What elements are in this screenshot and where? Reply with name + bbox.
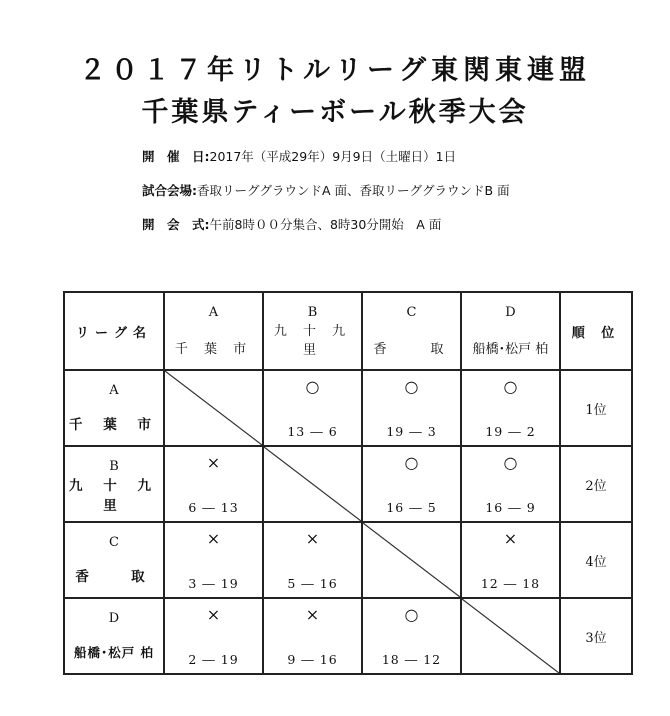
ceremony-value: 午前8時００分集合、8時30分開始 A 面 xyxy=(209,217,442,232)
result-cell xyxy=(461,522,560,598)
loss-mark: × xyxy=(503,529,518,548)
score: 13 ― 6 xyxy=(287,424,338,439)
loss-mark: × xyxy=(206,605,221,624)
rank-value: 2位 xyxy=(585,478,607,494)
row-letter: D xyxy=(108,611,120,626)
col-letter: C xyxy=(406,305,417,320)
score: 18 ― 12 xyxy=(381,652,442,667)
score: 12 ― 18 xyxy=(480,576,541,591)
score: 19 ― 2 xyxy=(485,424,536,439)
rank-header: 順 位 xyxy=(571,325,621,341)
date-value: 2017年（平成29年）9月9日（土曜日）1日 xyxy=(209,149,457,164)
rank-value: 1位 xyxy=(585,402,607,418)
info-date xyxy=(142,147,456,165)
row-team-name: 船橋･松戸 柏 xyxy=(73,645,155,660)
self-match-cell xyxy=(362,522,461,598)
team-row xyxy=(64,370,632,446)
rank-cell xyxy=(560,446,632,522)
diagonal-line xyxy=(264,447,361,521)
loss-mark: × xyxy=(206,453,221,472)
self-match-cell xyxy=(263,446,362,522)
league-header: リーグ名 xyxy=(75,325,152,341)
result-cell xyxy=(461,446,560,522)
col-team-name: 九 十 九 里 xyxy=(273,324,352,358)
result-cell xyxy=(164,598,263,674)
col-header-c xyxy=(362,292,461,370)
result-cell xyxy=(362,370,461,446)
league-header-cell xyxy=(64,292,164,370)
row-letter: B xyxy=(109,459,119,474)
row-letter: A xyxy=(109,383,119,398)
info-ceremony xyxy=(142,215,441,233)
rank-cell xyxy=(560,598,632,674)
row-team-name: 香 取 xyxy=(75,569,153,585)
win-mark: ○ xyxy=(503,377,518,396)
venue-value: 香取リーググラウンドA 面、香取リーググラウンドB 面 xyxy=(197,183,510,198)
row-team-name: 千 葉 市 xyxy=(69,417,159,433)
venue-label: 試合会場: xyxy=(142,183,197,198)
info-venue xyxy=(142,181,510,199)
team-row xyxy=(64,598,632,674)
loss-mark: × xyxy=(305,529,320,548)
team-row xyxy=(64,522,632,598)
win-mark: ○ xyxy=(404,377,419,396)
row-header xyxy=(64,370,164,446)
score: 16 ― 5 xyxy=(386,500,437,515)
diagonal-line xyxy=(462,599,559,673)
rank-cell xyxy=(560,522,632,598)
win-mark: ○ xyxy=(503,453,518,472)
score: 19 ― 3 xyxy=(386,424,437,439)
result-cell xyxy=(263,598,362,674)
col-header-d xyxy=(461,292,560,370)
score: 9 ― 16 xyxy=(287,652,338,667)
self-match-cell xyxy=(461,598,560,674)
result-cell xyxy=(164,522,263,598)
col-letter: B xyxy=(307,305,318,320)
date-label: 開 催 日: xyxy=(142,149,210,164)
row-header xyxy=(64,522,164,598)
header-row xyxy=(64,292,632,370)
rank-value: 4位 xyxy=(585,554,607,570)
rank-header-cell xyxy=(560,292,632,370)
col-team-name: 船橋･松戸 柏 xyxy=(472,342,549,357)
loss-mark: × xyxy=(305,605,320,624)
result-cell xyxy=(362,446,461,522)
row-header xyxy=(64,598,164,674)
rank-cell xyxy=(560,370,632,446)
row-letter: C xyxy=(109,535,119,550)
league-table xyxy=(63,291,633,675)
loss-mark: × xyxy=(206,529,221,548)
col-letter: D xyxy=(505,305,516,320)
ceremony-label: 開 会 式: xyxy=(142,217,210,232)
rank-value: 3位 xyxy=(585,630,607,646)
win-mark: ○ xyxy=(305,377,320,396)
score: 3 ― 19 xyxy=(188,576,239,591)
score: 6 ― 13 xyxy=(188,500,239,515)
score: 5 ― 16 xyxy=(287,576,338,591)
row-team-name: 九 十 九 里 xyxy=(69,478,159,514)
title-line-1: ２０１７年リトルリーグ東関東連盟 xyxy=(79,55,591,86)
diagonal-line xyxy=(363,523,460,597)
result-cell xyxy=(362,598,461,674)
row-header xyxy=(64,446,164,522)
result-cell xyxy=(263,522,362,598)
win-mark: ○ xyxy=(404,605,419,624)
result-cell xyxy=(461,370,560,446)
win-mark: ○ xyxy=(404,453,419,472)
col-header-b xyxy=(263,292,362,370)
col-letter: A xyxy=(208,305,219,320)
col-header-a xyxy=(164,292,263,370)
col-team-name: 千 葉 市 xyxy=(174,342,253,357)
result-cell xyxy=(164,446,263,522)
score: 16 ― 9 xyxy=(485,500,536,515)
self-match-cell xyxy=(164,370,263,446)
team-row xyxy=(64,446,632,522)
score: 2 ― 19 xyxy=(188,652,239,667)
title-line-2: 千葉県ティーボール秋季大会 xyxy=(141,97,529,128)
col-team-name: 香 取 xyxy=(373,342,450,357)
diagonal-line xyxy=(165,371,262,445)
result-cell xyxy=(263,370,362,446)
